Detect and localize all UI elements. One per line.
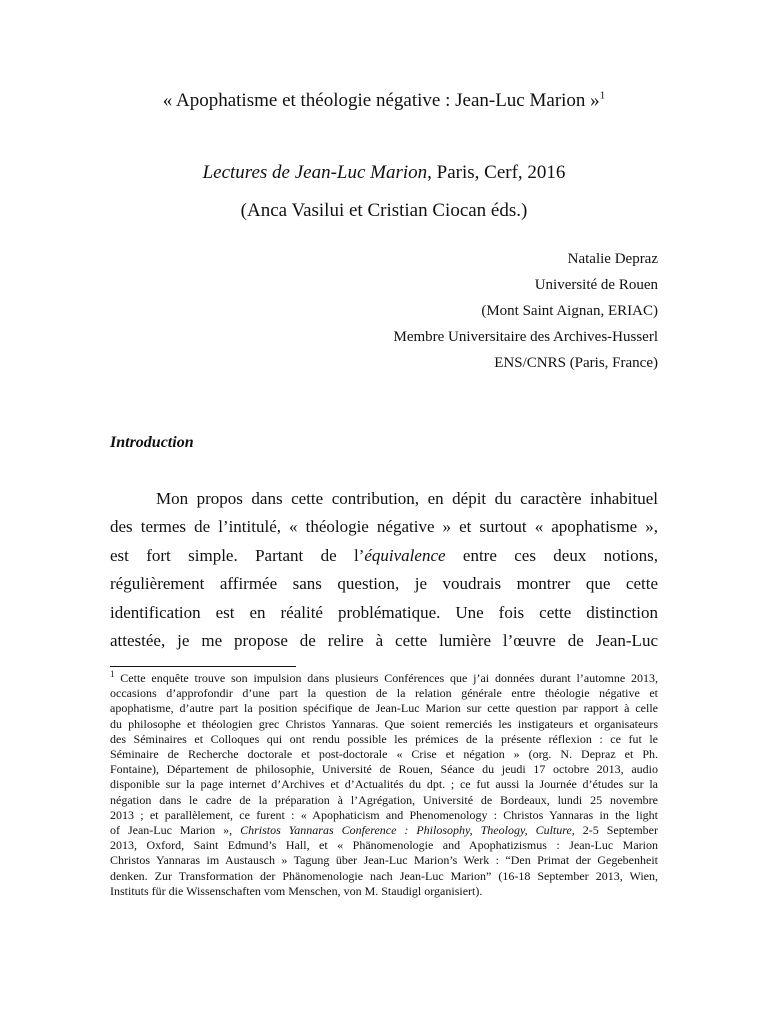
footnote-line: Instituts für die Wissenschaften vom Menschen, von M. Staudigl organisiert). [110,883,483,898]
author-block [393,246,658,376]
body-text: est fort simple. Partant de l’ [110,545,365,565]
body-line: attestée, je me propose de relire à cette lumière l’œuvre de Jean-Luc [110,631,658,651]
editors-line: (Anca Vasilui et Cristian Ciocan éds.) [240,200,528,221]
body-text: entre ces deux notions, [445,545,658,565]
footnote [110,671,658,899]
conference-title: Christos Yannaras Conference : Philosophy, Theology, Culture [240,823,572,838]
footnote-line: disponible sur la page internet d’Archives et d’Actualités du dpt. ; ce fut aussi la Journée d’études sur la [110,777,658,792]
footnote-line: des Séminaires et Colloques qui ont rendu possible les prémices de la présente réflexion : ce fut le [110,731,658,746]
publication-details: , Paris, Cerf, 2016 [427,162,566,183]
document-title [0,89,768,113]
publication-reference [0,154,768,230]
footnote-line: denken. Zur Transformation der Phänomenologie nach Jean-Luc Marion” (16-18 September 2013, Wien, [110,868,658,883]
author-name: Natalie Depraz [567,251,658,267]
body-line: régulièrement affirmée sans question, je voudrais montrer que cette [110,574,658,594]
body-line: des termes de l’intitulé, « théologie négative » et surtout « apophatisme », [110,517,658,537]
author-institution: ENS/CNRS (Paris, France) [494,355,658,371]
body-line: identification est en réalité problématique. Une fois cette distinction [110,602,658,622]
body-line [110,542,658,570]
footnote-line: Christos Yannaras im Austausch » Tagung über Jean-Luc Marion’s Werk : “Den Primat der Gegebenheit [110,853,658,868]
footnote-line: Séminaire de Recherche doctorale et post-doctorale « Crise et négation » (org. N. Depraz et Ph. [110,747,658,762]
title-text: « Apophatisme et théologie négative : Jean-Luc Marion » [162,90,600,111]
footnote-line [110,671,658,686]
footnote-line: occasions d’approfondir d’une part la question de la relation générale entre théologie négative et [110,686,658,701]
body-line: Mon propos dans cette contribution, en dépit du caractère inhabituel [156,489,658,508]
footnote-text: , 2-5 September [571,823,659,838]
publication-line [0,154,768,192]
footnote-line [110,823,658,838]
author-membership: Membre Universitaire des Archives-Husserl [393,329,658,345]
footnote-mark: 1 [110,669,115,679]
footnote-separator [110,666,296,667]
body-paragraph [110,485,658,655]
footnote-line: 2013, Oxford, Saint Edmund’s Hall, et « Phänomenologie and Apophatizismus : Jean-Luc Marion [110,838,658,853]
footnote-line: apophatisme, d’autre part la position spécifique de Jean-Luc Marion sur cette question par rapport à celle [110,701,658,716]
section-heading: Introduction [110,434,194,451]
footnote-line: du philosophe et théologien grec Christos Yannaras. Que soient remerciés les instigateurs et organisateurs [110,716,658,731]
book-title: Lectures de Jean-Luc Marion [202,162,428,183]
footnote-reference: 1 [599,89,606,102]
footnote-text: Cette enquête trouve son impulsion dans plusieurs Conférences que j’ai données durant l’automne 2013, [114,671,658,685]
footnote-line: négation dans le cadre de la préparation à l’Agrégation, Université de Bordeaux, lundi 25 novembre [110,792,658,807]
author-unit: (Mont Saint Aignan, ERIAC) [481,303,658,319]
emphasis-term: équivalence [364,545,446,565]
footnote-line: Fontaine), Département de philosophie, Université de Rouen, Séance du jeudi 17 octobre 2013, audio [110,762,658,777]
footnote-text: of Jean-Luc Marion », [110,823,241,838]
author-university: Université de Rouen [534,277,658,293]
footnote-line: 2013 ; et parallèlement, ce furent : « Apophaticism and Phenomenology : Christos Yannaras in the light [110,807,658,822]
